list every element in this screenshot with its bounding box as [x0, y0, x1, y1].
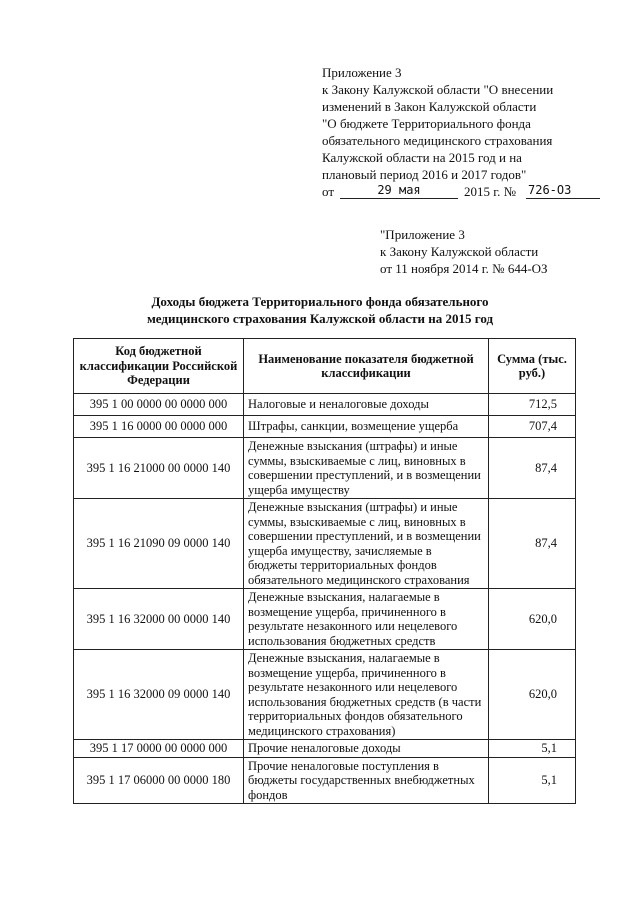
cell-name: Налоговые и неналоговые доходы [244, 394, 489, 416]
budget-income-table [73, 338, 576, 804]
cell-sum: 5,1 [489, 740, 576, 758]
original-header-line: к Закону Калужской области [380, 244, 539, 259]
cell-sum: 620,0 [489, 650, 576, 740]
cell-name: Штрафы, санкции, возмещение ущерба [244, 416, 489, 438]
cell-name: Денежные взыскания, налагаемые в возмещение ущерба, причиненного в результате незаконного или нецелевого использования бюджетных средств (в части территориальных фондов обязательного медицинского страхования) [244, 650, 489, 740]
table-header-row [74, 339, 576, 394]
original-header-line: "Приложение 3 [380, 227, 465, 242]
cell-name: Денежные взыскания (штрафы) и иные суммы, взыскиваемые с лиц, виновных в совершении преступлений, и в возмещении ущерба имуществу [244, 438, 489, 499]
table-row [74, 438, 576, 499]
cell-sum: 620,0 [489, 589, 576, 650]
header-line: обязательного медицинского страхования [322, 133, 553, 148]
table-row [74, 757, 576, 804]
cell-code: 395 1 17 0000 00 0000 000 [74, 740, 244, 758]
table-row [74, 394, 576, 416]
table-row [74, 499, 576, 589]
cell-code: 395 1 00 0000 00 0000 000 [74, 394, 244, 416]
cell-code: 395 1 17 06000 00 0000 180 [74, 757, 244, 804]
cell-name: Денежные взыскания (штрафы) и иные суммы, взыскиваемые с лиц, виновных в совершении преступлений, и в возмещении ущерба имуществу, зачисляемые в бюджеты территориальных фондов обязательного медицинского страхования [244, 499, 489, 589]
cell-code: 395 1 16 0000 00 0000 000 [74, 416, 244, 438]
cell-sum: 707,4 [489, 416, 576, 438]
cell-name: Прочие неналоговые доходы [244, 740, 489, 758]
cell-code: 395 1 16 21090 09 0000 140 [74, 499, 244, 589]
original-header-line: от 11 ноября 2014 г. № 644-ОЗ [380, 261, 548, 276]
date-prefix: от [322, 184, 335, 199]
header-line: плановый период 2016 и 2017 годов" [322, 167, 527, 182]
header-sum: Сумма (тыс. руб.) [489, 339, 576, 394]
cell-name: Денежные взыскания, налагаемые в возмещение ущерба, причиненного в результате незаконного или нецелевого использования бюджетных средств [244, 589, 489, 650]
table-row [74, 589, 576, 650]
header-line: Приложение 3 [322, 65, 402, 80]
header-line: "О бюджете Территориального фонда [322, 116, 531, 131]
cell-code: 395 1 16 21000 00 0000 140 [74, 438, 244, 499]
law-date-line [322, 183, 622, 201]
law-number-field: 726-ОЗ [526, 183, 600, 199]
header-line: изменений в Закон Калужской области [322, 99, 537, 114]
title-line-2: медицинского страхования Калужской области на 2015 год [146, 311, 494, 326]
cell-sum: 5,1 [489, 757, 576, 804]
original-law-appendix-header [380, 226, 620, 277]
cell-name: Прочие неналоговые поступления в бюджеты государственных внебюджетных фондов [244, 757, 489, 804]
table-row [74, 650, 576, 740]
header-line: к Закону Калужской области "О внесении [322, 82, 554, 97]
law-date-field: 29 мая [340, 183, 458, 199]
cell-sum: 87,4 [489, 499, 576, 589]
cell-code: 395 1 16 32000 00 0000 140 [74, 589, 244, 650]
table-row [74, 416, 576, 438]
law-year-text: 2015 г. № [464, 184, 517, 199]
header-line: Калужской области на 2015 год и на [322, 150, 522, 165]
title-line-1: Доходы бюджета Территориального фонда обязательного [151, 294, 489, 309]
document-title [60, 293, 580, 327]
cell-sum: 712,5 [489, 394, 576, 416]
amending-law-appendix-header [322, 64, 622, 201]
table-row [74, 740, 576, 758]
header-name: Наименование показателя бюджетной классификации [244, 339, 489, 394]
cell-sum: 87,4 [489, 438, 576, 499]
cell-code: 395 1 16 32000 09 0000 140 [74, 650, 244, 740]
header-code: Код бюджетной классификации Российской Федерации [74, 339, 244, 394]
